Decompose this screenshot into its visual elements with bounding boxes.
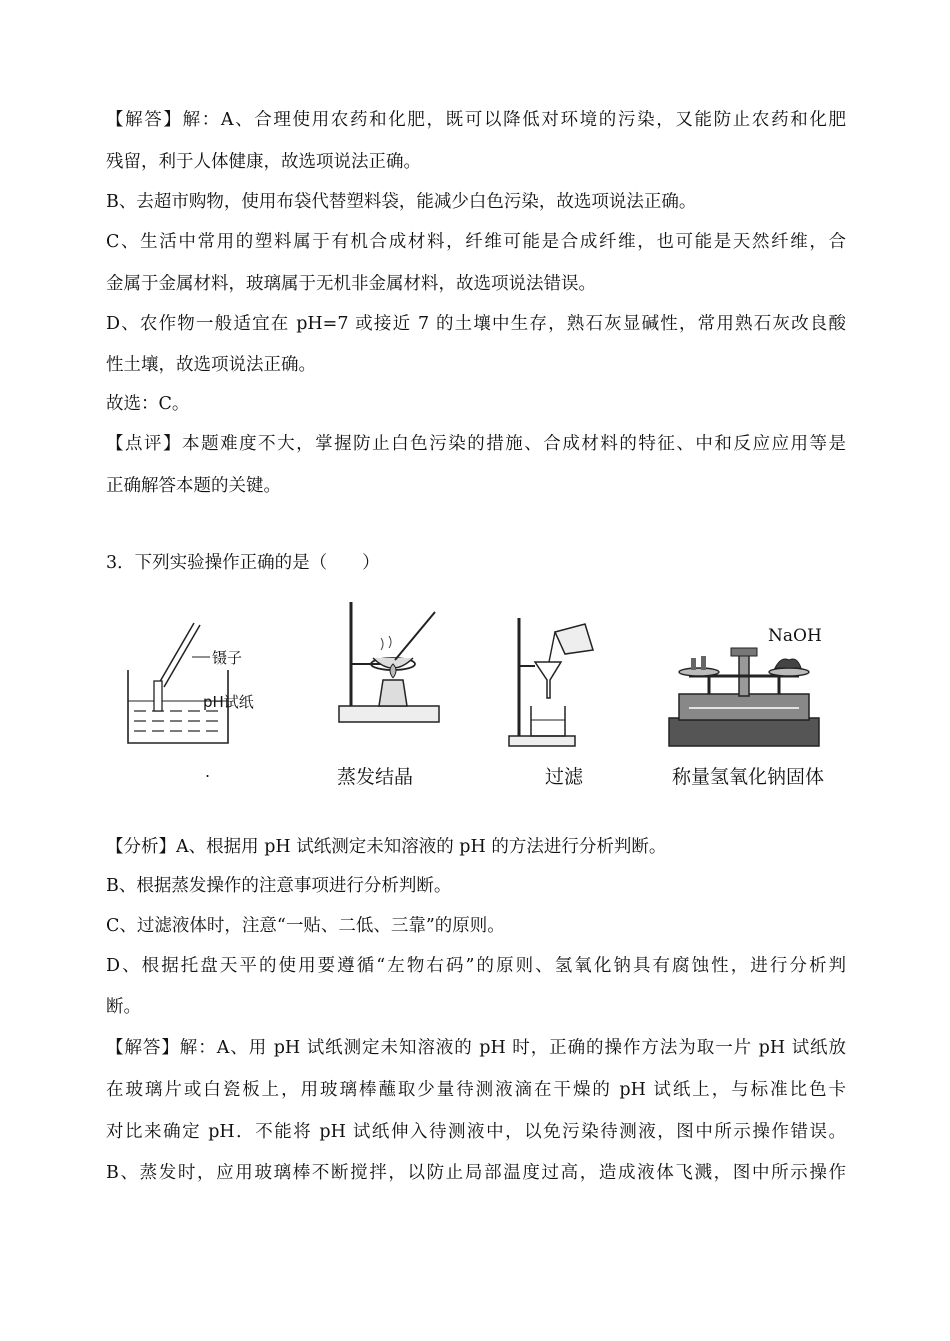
caption-figure-a: . bbox=[205, 762, 211, 781]
caption-figure-c: 过滤 bbox=[545, 766, 584, 788]
text-line: 断。 bbox=[106, 997, 141, 1017]
text-line: B、蒸发时，应用玻璃棒不断搅拌，以防止局部温度过高，造成液体飞溅，图中所示操作 bbox=[106, 1163, 846, 1183]
text-line: 在玻璃片或白瓷板上，用玻璃棒蘸取少量待测液滴在干燥的 pH 试纸上，与标准比色卡 bbox=[106, 1080, 846, 1100]
text-line: 故选：C。 bbox=[106, 394, 190, 414]
text-line: D、农作物一般适宜在 pH=7 或接近 7 的土壤中生存，熟石灰显碱性，常用熟石灰改良酸 bbox=[106, 314, 846, 334]
question-title: 3．下列实验操作正确的是（ ） bbox=[106, 553, 380, 573]
text-line: C、生活中常用的塑料属于有机合成材料，纤维可能是合成纤维，也可能是天然纤维，合 bbox=[106, 232, 846, 252]
caption-figure-b: 蒸发结晶 bbox=[337, 766, 414, 788]
figure-evaporation-illustration bbox=[335, 598, 445, 728]
text-line: B、根据蒸发操作的注意事项进行分析判断。 bbox=[106, 876, 452, 896]
text-line: 金属于金属材料，玻璃属于无机非金属材料，故选项说法错误。 bbox=[106, 274, 596, 294]
text-line: 性土壤，故选项说法正确。 bbox=[106, 355, 316, 375]
text-line: C、过滤液体时，注意“一贴、二低、三靠”的原则。 bbox=[106, 916, 505, 936]
figure-filtration-illustration bbox=[505, 614, 605, 750]
comment-line: 【点评】本题难度不大，掌握防止白色污染的措施、合成材料的特征、中和反应应用等是 bbox=[106, 434, 846, 454]
label-naoh: NaOH bbox=[768, 626, 822, 646]
text-line: 残留，利于人体健康，故选项说法正确。 bbox=[106, 152, 421, 172]
caption-figure-d: 称量氢氧化钠固体 bbox=[672, 766, 825, 788]
text-line: D、根据托盘天平的使用要遵循“左物右码”的原则、氢氧化钠具有腐蚀性，进行分析判 bbox=[106, 956, 846, 976]
text-line: 对比来确定 pH．不能将 pH 试纸伸入待测液中，以免污染待测液，图中所示操作错误。 bbox=[106, 1122, 846, 1142]
text-line: 【解答】解：A、合理使用农药和化肥，既可以降低对环境的污染，又能防止农药和化肥 bbox=[106, 110, 846, 130]
text-line: 【分析】A、根据用 pH 试纸测定未知溶液的 pH 的方法进行分析判断。 bbox=[106, 837, 667, 857]
text-line: B、去超市购物，使用布袋代替塑料袋，能减少白色污染，故选项说法正确。 bbox=[106, 192, 697, 212]
figure-ph-test-illustration bbox=[118, 615, 278, 750]
comment-line: 正确解答本题的关键。 bbox=[106, 476, 281, 496]
label-ph-paper: pH试纸 bbox=[203, 693, 254, 711]
text-line: 【解答】解：A、用 pH 试纸测定未知溶液的 pH 时，正确的操作方法为取一片 pH 试纸放 bbox=[106, 1038, 846, 1058]
label-tweezers: 镊子 bbox=[212, 649, 243, 667]
